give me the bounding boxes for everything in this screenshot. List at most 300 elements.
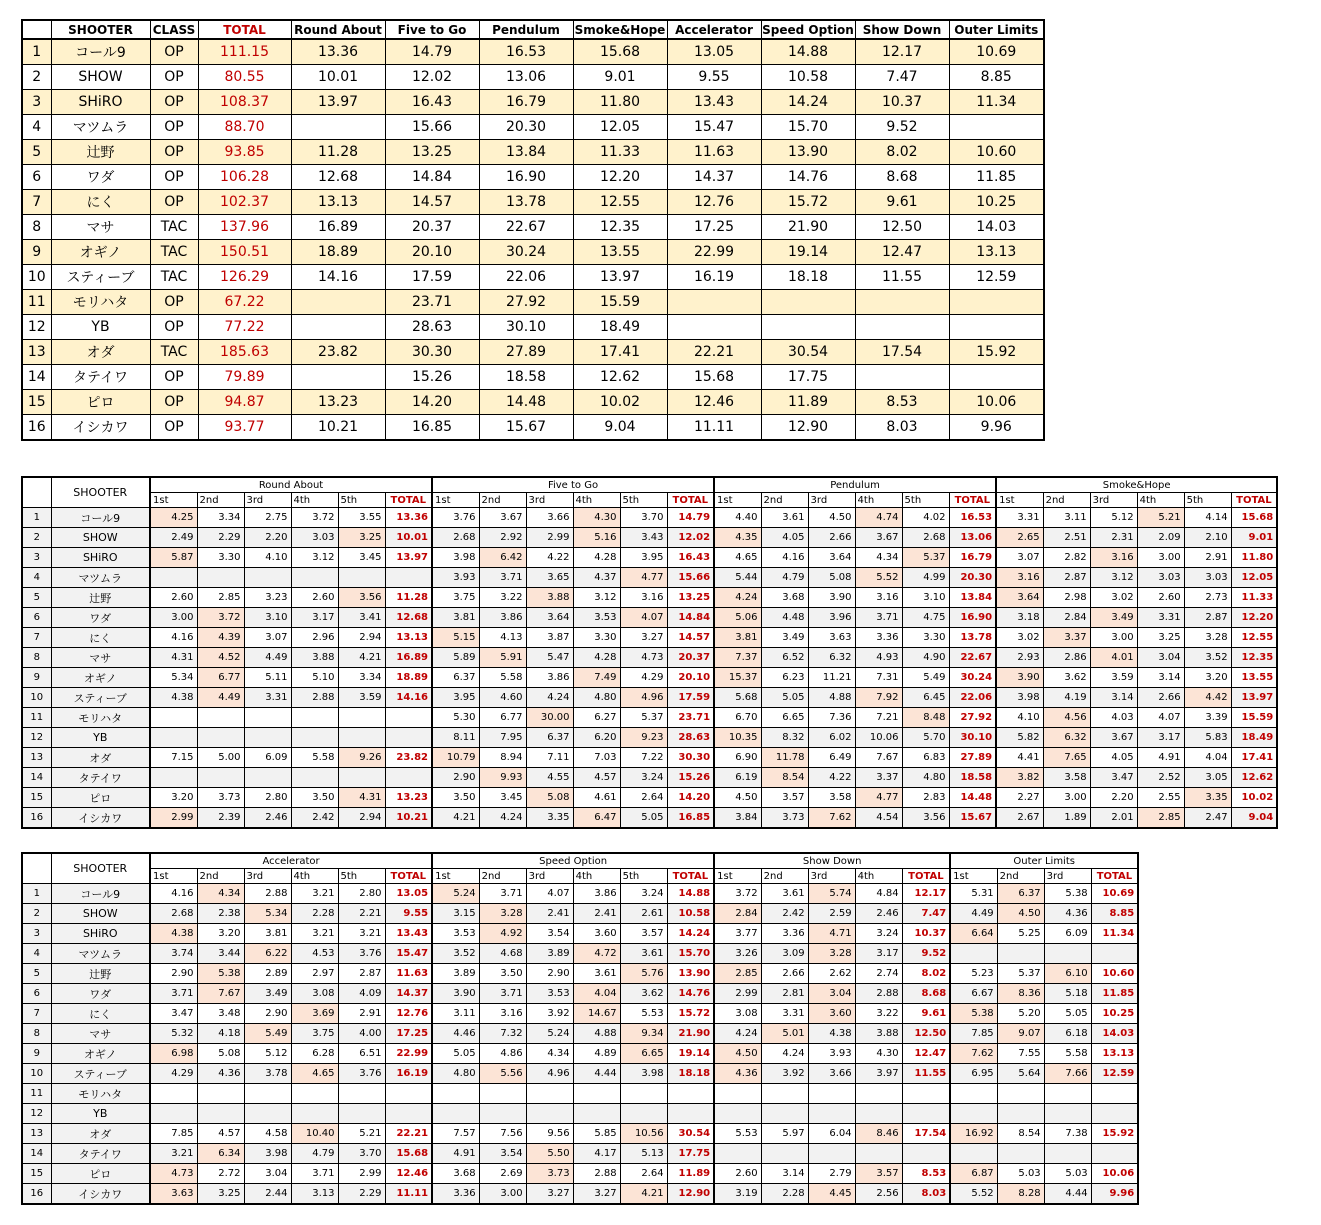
string-time-cell: 5.21 [338,1124,385,1144]
string-time-cell: 3.00 [479,1184,526,1205]
total-cell: 93.85 [198,140,291,165]
string-time-cell: 3.11 [1043,508,1090,528]
string-time-cell: 4.40 [714,508,761,528]
string-time-cell: 3.49 [1090,608,1137,628]
string-time-cell [150,1104,197,1124]
string-time-cell: 2.73 [1184,588,1231,608]
stage-time-cell: 23.82 [291,340,385,365]
string-time-cell: 5.12 [1090,508,1137,528]
class-cell: TAC [150,240,198,265]
stage-detail-table-2 [21,852,1139,1205]
stage-time-cell [291,290,385,315]
string-time-cell: 2.46 [855,904,902,924]
string-time-cell: 3.53 [432,924,479,944]
string-time-cell: 3.86 [479,608,526,628]
rank-cell: 5 [22,140,51,165]
string-time-cell: 3.68 [432,1164,479,1184]
rank-cell: 4 [22,115,51,140]
string-time-cell: 2.55 [1137,788,1184,808]
shooter-name: マツムラ [51,944,150,964]
string-header: 1st [714,869,761,884]
stage-header: Accelerator [150,853,432,869]
string-time-cell: 3.71 [150,984,197,1004]
string-time-cell: 6.18 [1044,1024,1091,1044]
string-time-cell: 3.73 [526,1164,573,1184]
stage-total-cell: 14.24 [667,924,714,944]
string-time-cell: 7.67 [197,984,244,1004]
stage-time-cell: 9.61 [855,190,949,215]
string-time-cell: 6.27 [573,708,620,728]
string-time-cell: 2.99 [526,528,573,548]
string-time-cell: 5.82 [996,728,1043,748]
rank-cell: 2 [22,65,51,90]
string-time-cell: 3.50 [432,788,479,808]
string-time-cell: 4.57 [197,1124,244,1144]
string-time-cell: 14.67 [573,1004,620,1024]
rank-cell: 3 [22,924,51,944]
stage-total-cell: 8.85 [1091,904,1138,924]
string-time-cell: 2.20 [1090,788,1137,808]
rank-cell: 14 [22,768,51,788]
shooter-name: マツムラ [51,568,150,588]
shooter-header: SHOOTER [51,477,150,508]
stage-total-cell: 15.68 [1231,508,1277,528]
stage-time-cell: 15.59 [573,290,667,315]
total-cell: 94.87 [198,390,291,415]
string-time-cell [997,944,1044,964]
stage-time-cell: 14.24 [761,90,855,115]
class-cell: OP [150,90,198,115]
string-time-cell: 3.02 [996,628,1043,648]
detail-row [22,1044,1138,1064]
stage-total-cell: 16.19 [385,1064,432,1084]
string-time-cell: 6.37 [432,668,479,688]
string-time-cell: 5.50 [526,1144,573,1164]
string-time-cell: 5.05 [432,1044,479,1064]
string-header: 5th [338,493,385,508]
string-time-cell: 2.84 [1043,608,1090,628]
shooter-name: コール9 [51,884,150,904]
string-time-cell: 6.19 [714,768,761,788]
string-time-cell: 7.92 [855,688,902,708]
string-time-cell: 3.36 [855,628,902,648]
stage-total-cell: 10.02 [1231,788,1277,808]
stage-total-cell: 27.92 [949,708,996,728]
string-time-cell: 3.47 [1090,768,1137,788]
string-time-cell [855,1084,902,1104]
string-time-cell: 5.15 [432,628,479,648]
string-time-cell [291,1084,338,1104]
string-time-cell: 3.03 [291,528,338,548]
stage-total-cell: 12.76 [385,1004,432,1024]
string-time-cell: 11.78 [761,748,808,768]
string-time-cell: 3.72 [197,608,244,628]
stage-total-cell: 22.06 [949,688,996,708]
string-time-cell: 6.28 [291,1044,338,1064]
string-time-cell: 2.29 [197,528,244,548]
string-time-cell: 4.38 [150,924,197,944]
stage-time-cell: 13.55 [573,240,667,265]
string-time-cell: 3.30 [573,628,620,648]
detail-row [22,648,1277,668]
string-time-cell: 7.11 [526,748,573,768]
string-time-cell [197,1104,244,1124]
string-time-cell: 2.28 [761,1184,808,1205]
detail-row [22,588,1277,608]
stage-time-cell: 20.10 [385,240,479,265]
stage-header: Outer Limits [950,853,1138,869]
stage-time-cell: 18.18 [761,265,855,290]
string-time-cell: 3.56 [902,808,949,829]
stage-total-cell: 13.43 [385,924,432,944]
string-time-cell: 7.15 [150,748,197,768]
string-time-cell: 7.57 [432,1124,479,1144]
string-time-cell [291,1104,338,1124]
string-time-cell: 3.71 [479,984,526,1004]
string-time-cell: 3.04 [244,1164,291,1184]
string-time-cell: 3.76 [338,944,385,964]
rank-cell: 9 [22,1044,51,1064]
detail-row [22,1024,1138,1044]
string-time-cell [197,708,244,728]
stage-time-cell: 30.30 [385,340,479,365]
string-time-cell: 2.46 [244,808,291,829]
string-time-cell: 7.62 [808,808,855,829]
shooter-name: SHOW [51,528,150,548]
string-time-cell: 6.42 [479,548,526,568]
rank-cell: 15 [22,1164,51,1184]
string-time-cell: 3.39 [1184,708,1231,728]
stage-time-cell [855,315,949,340]
string-header: 3rd [808,869,855,884]
string-time-cell: 4.57 [573,768,620,788]
stage-total-cell: 12.05 [1231,568,1277,588]
string-time-cell: 2.64 [620,1164,667,1184]
string-time-cell: 4.46 [432,1024,479,1044]
total-cell: 80.55 [198,65,291,90]
string-time-cell: 5.32 [150,1024,197,1044]
string-time-cell: 5.68 [714,688,761,708]
string-time-cell: 2.98 [1043,588,1090,608]
detail-row [22,984,1138,1004]
string-time-cell: 9.23 [620,728,667,748]
string-time-cell: 2.51 [1043,528,1090,548]
string-time-cell: 2.65 [996,528,1043,548]
string-time-cell: 4.16 [150,884,197,904]
string-time-cell: 2.09 [1137,528,1184,548]
stage-total-header: TOTAL [1231,493,1277,508]
shooter-name: タテイワ [51,365,150,390]
string-time-cell [197,568,244,588]
string-time-cell: 3.75 [432,588,479,608]
stage-time-cell: 12.62 [573,365,667,390]
stage-time-cell: 16.53 [479,39,573,65]
string-time-cell: 2.60 [150,588,197,608]
class-cell: TAC [150,340,198,365]
string-time-cell: 3.57 [855,1164,902,1184]
string-time-cell: 4.29 [150,1064,197,1084]
string-time-cell: 1.89 [1043,808,1090,829]
rank-cell: 5 [22,964,51,984]
string-time-cell: 5.58 [1044,1044,1091,1064]
stage-time-cell: 30.10 [479,315,573,340]
string-header: 2nd [997,869,1044,884]
stage-time-cell: 15.68 [573,39,667,65]
stage-time-cell: 11.11 [667,415,761,441]
stage-time-cell: 18.58 [479,365,573,390]
stage-total-cell: 8.53 [902,1164,950,1184]
string-time-cell: 4.05 [761,528,808,548]
string-time-cell [1044,1144,1091,1164]
string-time-cell: 6.47 [573,808,620,829]
stage-total-cell: 11.63 [385,964,432,984]
string-time-cell: 3.89 [526,944,573,964]
stage-total-cell: 17.59 [667,688,714,708]
rank-cell: 12 [22,315,51,340]
string-header: 4th [573,869,620,884]
stage-total-cell: 8.02 [902,964,950,984]
stage-total-cell [385,1084,432,1104]
string-time-cell: 2.69 [479,1164,526,1184]
string-time-cell: 4.10 [996,708,1043,728]
summary-header-cell: CLASS [150,20,198,39]
string-time-cell [150,568,197,588]
string-time-cell: 2.42 [291,808,338,829]
stage-time-cell: 12.46 [667,390,761,415]
string-time-cell [950,944,997,964]
string-time-cell: 3.98 [996,688,1043,708]
string-time-cell [950,1104,997,1124]
string-time-cell: 2.28 [291,904,338,924]
string-time-cell: 16.92 [950,1124,997,1144]
string-time-cell: 4.24 [714,1024,761,1044]
string-time-cell: 2.97 [291,964,338,984]
string-time-cell: 2.72 [197,1164,244,1184]
stage-total-cell: 18.49 [1231,728,1277,748]
summary-header-cell: TOTAL [198,20,291,39]
string-time-cell: 5.30 [432,708,479,728]
stage-total-cell: 13.13 [1091,1044,1138,1064]
string-time-cell: 2.94 [338,628,385,648]
string-time-cell: 4.96 [620,688,667,708]
string-time-cell: 2.96 [291,628,338,648]
stage-total-cell: 12.68 [385,608,432,628]
stage-time-cell: 11.89 [761,390,855,415]
string-time-cell: 8.48 [902,708,949,728]
total-cell: 79.89 [198,365,291,390]
rank-cell: 2 [22,904,51,924]
stage-time-cell: 7.47 [855,65,949,90]
string-time-cell: 6.32 [1043,728,1090,748]
stage-time-cell [761,315,855,340]
stage-time-cell: 12.90 [761,415,855,441]
total-cell: 106.28 [198,165,291,190]
summary-table [21,19,1045,441]
stage-time-cell: 17.59 [385,265,479,290]
total-cell: 93.77 [198,415,291,441]
stage-total-cell [385,728,432,748]
string-time-cell: 2.85 [1137,808,1184,829]
string-time-cell: 4.19 [1043,688,1090,708]
stage-header: Show Down [714,853,950,869]
shooter-name: タテイワ [51,1144,150,1164]
string-time-cell: 3.00 [150,608,197,628]
string-time-cell: 4.07 [620,608,667,628]
stage-time-cell: 12.47 [855,240,949,265]
string-time-cell: 7.32 [479,1024,526,1044]
string-time-cell [244,708,291,728]
string-time-cell: 3.55 [338,508,385,528]
string-time-cell: 7.37 [714,648,761,668]
string-header: 1st [432,493,479,508]
rank-cell: 1 [22,39,51,65]
string-header: 2nd [761,493,808,508]
string-time-cell: 4.04 [573,984,620,1004]
string-time-cell: 2.91 [338,1004,385,1024]
detail-row [22,1104,1138,1124]
class-cell: TAC [150,265,198,290]
string-time-cell: 3.43 [620,528,667,548]
stage-total-cell: 13.78 [949,628,996,648]
string-time-cell: 3.13 [291,1184,338,1205]
string-time-cell: 4.34 [197,884,244,904]
string-time-cell: 8.54 [761,768,808,788]
string-time-cell: 3.14 [1137,668,1184,688]
stage-time-cell: 14.76 [761,165,855,190]
total-cell: 111.15 [198,39,291,65]
string-time-cell: 4.60 [479,688,526,708]
rank-cell: 9 [22,668,51,688]
string-time-cell: 2.68 [432,528,479,548]
string-time-cell: 3.56 [338,588,385,608]
string-header: 1st [150,869,197,884]
string-time-cell [526,1104,573,1124]
stage-time-cell: 22.99 [667,240,761,265]
stage-total-cell: 15.26 [667,768,714,788]
string-time-cell: 2.80 [244,788,291,808]
string-time-cell: 3.66 [808,1064,855,1084]
string-time-cell: 3.31 [244,688,291,708]
detail-row [22,924,1138,944]
stage-total-cell: 11.85 [1091,984,1138,1004]
rank-cell: 8 [22,215,51,240]
string-time-cell: 4.42 [1184,688,1231,708]
string-time-cell: 5.24 [526,1024,573,1044]
string-time-cell: 6.83 [902,748,949,768]
string-time-cell: 4.36 [714,1064,761,1084]
stage-time-cell: 10.37 [855,90,949,115]
string-time-cell: 3.24 [855,924,902,944]
string-time-cell: 3.21 [291,924,338,944]
string-time-cell [808,1144,855,1164]
total-cell: 126.29 [198,265,291,290]
string-time-cell: 5.89 [432,648,479,668]
stage-total-cell: 16.53 [949,508,996,528]
stage-time-cell: 28.63 [385,315,479,340]
string-time-cell: 5.03 [1044,1164,1091,1184]
stage-total-header: TOTAL [385,869,432,884]
summary-body [22,39,1044,440]
string-time-cell: 5.58 [479,668,526,688]
string-time-cell: 6.87 [950,1164,997,1184]
string-time-cell: 5.49 [902,668,949,688]
stage-time-cell: 17.25 [667,215,761,240]
string-time-cell: 3.21 [150,1144,197,1164]
shooter-name: イシカワ [51,1184,150,1205]
class-cell: OP [150,165,198,190]
stage-time-cell: 15.70 [761,115,855,140]
string-time-cell: 3.71 [855,608,902,628]
string-time-cell [950,1144,997,1164]
stage-total-cell: 15.68 [385,1144,432,1164]
stage-total-cell: 12.59 [1091,1064,1138,1084]
string-time-cell: 2.56 [855,1184,902,1205]
string-time-cell: 2.10 [1184,528,1231,548]
string-header: 1st [714,493,761,508]
string-time-cell: 10.40 [291,1124,338,1144]
string-time-cell: 4.18 [197,1024,244,1044]
string-time-cell: 2.75 [244,508,291,528]
string-header: 3rd [1044,869,1091,884]
string-header: 1st [150,493,197,508]
string-time-cell [1044,944,1091,964]
detail-row [22,1184,1138,1205]
stage-time-cell: 27.89 [479,340,573,365]
string-time-cell: 5.34 [244,904,291,924]
string-time-cell [573,1104,620,1124]
string-time-cell: 6.10 [1044,964,1091,984]
string-time-cell [150,768,197,788]
string-time-cell: 4.21 [338,648,385,668]
string-time-cell: 3.81 [714,628,761,648]
detail-row [22,548,1277,568]
stage-total-cell: 18.58 [949,768,996,788]
string-time-cell: 5.10 [291,668,338,688]
rank-cell: 6 [22,984,51,1004]
string-time-cell: 3.17 [855,944,902,964]
string-time-cell [997,1084,1044,1104]
stage-total-cell [1091,1144,1138,1164]
string-time-cell: 2.49 [150,528,197,548]
summary-row [22,240,1044,265]
stage-time-cell: 20.30 [479,115,573,140]
string-time-cell: 2.29 [338,1184,385,1205]
string-time-cell [291,708,338,728]
stage-time-cell: 13.06 [479,65,573,90]
string-time-cell: 3.71 [291,1164,338,1184]
rank-cell: 2 [22,528,51,548]
string-time-cell: 2.99 [150,808,197,829]
stage-time-cell: 12.02 [385,65,479,90]
string-time-cell: 3.72 [714,884,761,904]
stage-time-cell: 11.34 [949,90,1044,115]
stage-total-cell: 10.21 [385,808,432,829]
string-time-cell: 6.45 [902,688,949,708]
string-time-cell: 5.11 [244,668,291,688]
stage-total-cell: 12.35 [1231,648,1277,668]
string-time-cell [197,1084,244,1104]
stage-time-cell: 12.50 [855,215,949,240]
string-time-cell: 4.65 [714,548,761,568]
stage-total-cell: 13.90 [667,964,714,984]
summary-row [22,315,1044,340]
stage-total-cell: 14.76 [667,984,714,1004]
stage-total-cell: 12.62 [1231,768,1277,788]
string-time-cell: 3.75 [291,1024,338,1044]
string-time-cell: 3.27 [573,1184,620,1205]
string-time-cell: 7.31 [855,668,902,688]
string-time-cell: 2.88 [244,884,291,904]
